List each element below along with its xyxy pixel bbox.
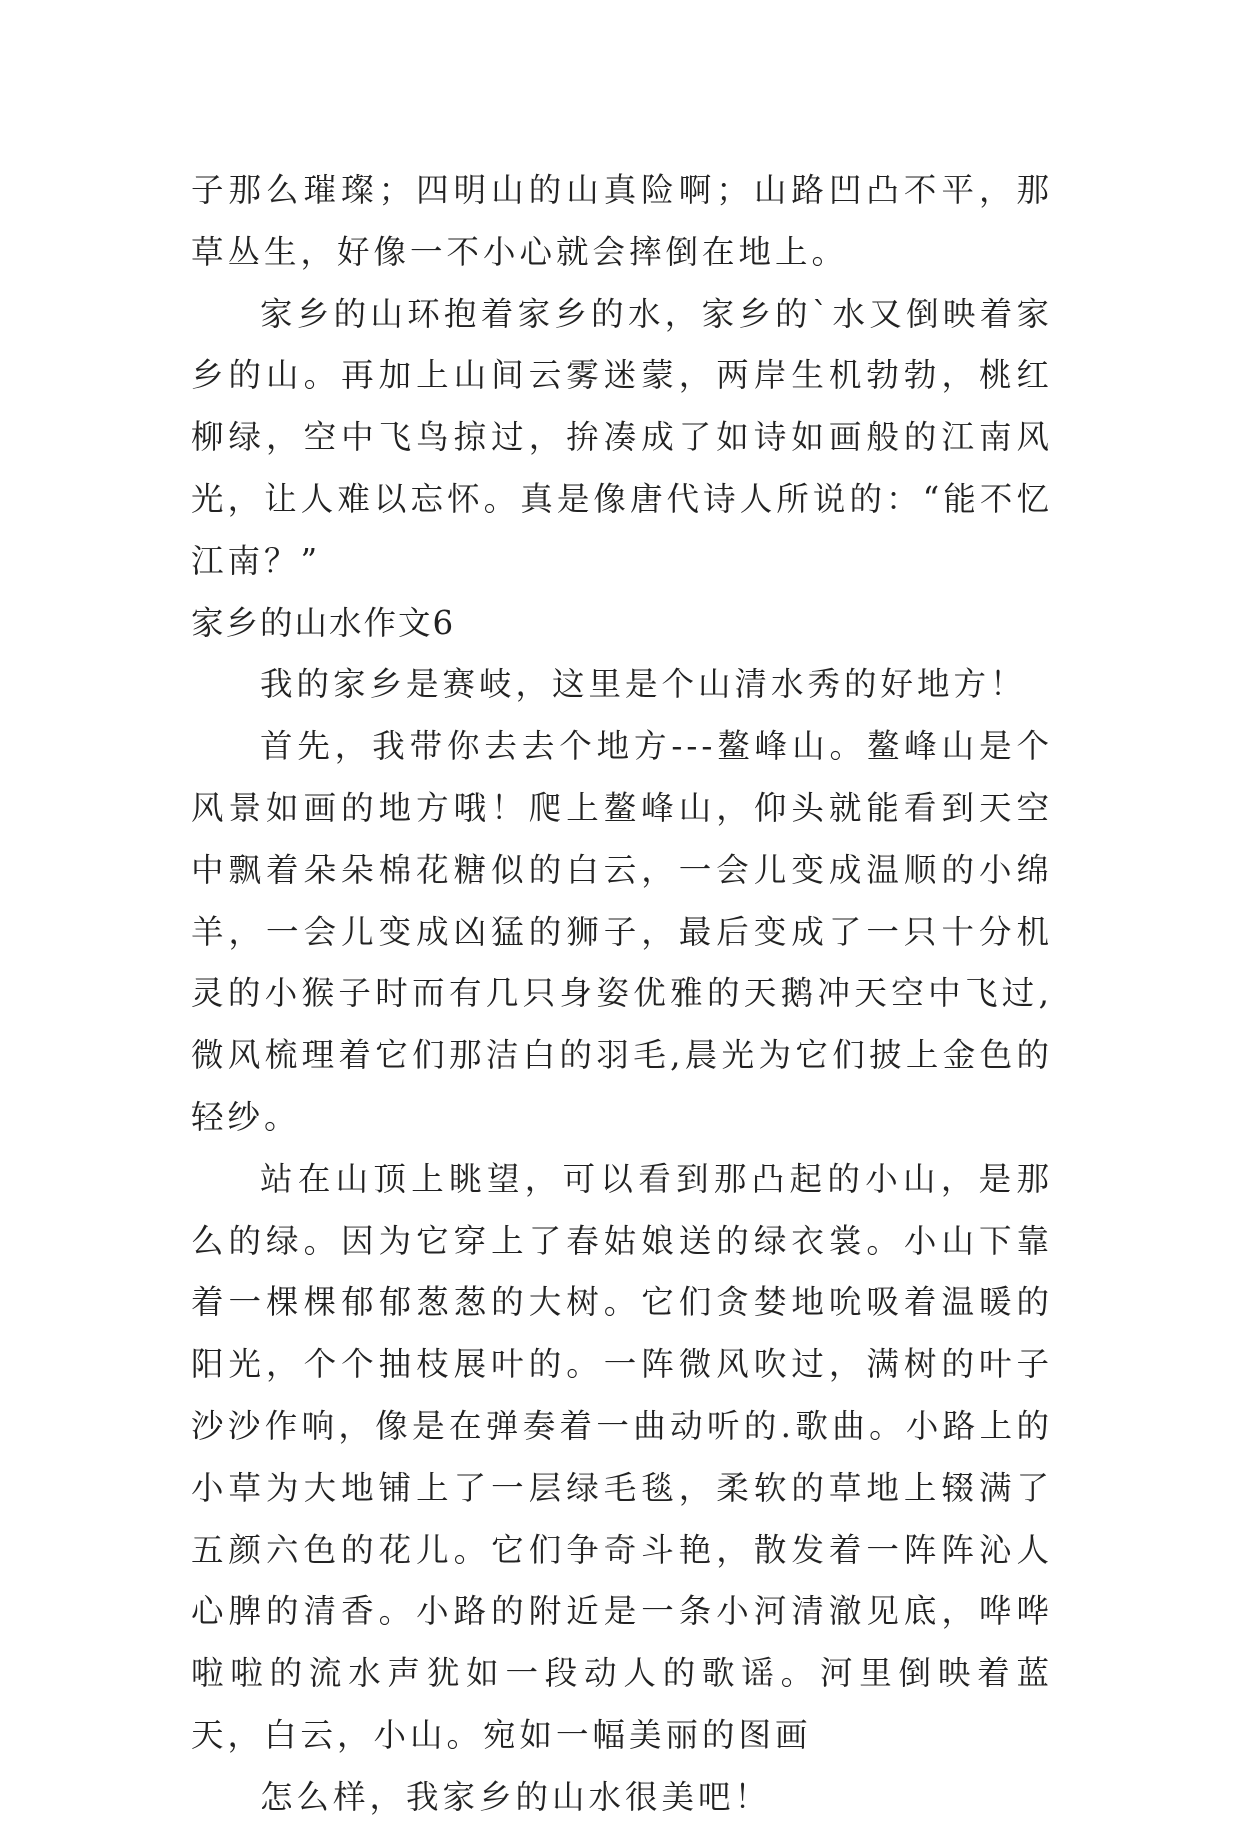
paragraph-continuation: 子那么璀璨；四明山的山真险啊；山路凹凸不平，那草丛生，好像一不小心就会摔倒在地上。 (191, 171, 1053, 271)
paragraph-hometown-mountains-water: 家乡的山环抱着家乡的水，家乡的`水又倒映着家乡的山。再加上山间云雾迷蒙，两岸生机勃勃，桃红柳绿，空中飞鸟掠过，拚凑成了如诗如画般的江南风光，让人难以忘怀。真是像唐代诗人所说的：“能不忆江南？” (191, 294, 1053, 580)
document-body (191, 160, 1053, 1829)
paragraph-closing: 怎么样，我家乡的山水很美吧！ (260, 1777, 772, 1816)
paragraph-intro: 我的家乡是赛岐，这里是个山清水秀的好地方！ (260, 665, 1027, 704)
paragraph-aofeng-mountain: 首先，我带你去去个地方---鳌峰山。鳌峰山是个风景如画的地方哦！爬上鳌峰山，仰头就能看到天空中飘着朵朵棉花糖似的白云，一会儿变成温顺的小绵羊，一会儿变成凶猛的狮子，最后变成了一只十分机灵的小猴子时而有几只身姿优雅的天鹅冲天空中飞过,微风梳理着它们那洁白的羽毛,晨光为它们披上金色的轻纱。 (191, 727, 1053, 1136)
section-heading: 家乡的山水作文6 (191, 603, 456, 642)
paragraph-mountain-top-view: 站在山顶上眺望，可以看到那凸起的小山，是那么的绿。因为它穿上了春姑娘送的绿衣裳。小山下靠着一棵棵郁郁葱葱的大树。它们贪婪地吮吸着温暖的阳光，个个抽枝展叶的。一阵微风吹过，满树的叶子沙沙作响，像是在弹奏着一曲动听的.歌曲。小路上的小草为大地铺上了一层绿毛毯，柔软的草地上辍满了五颜六色的花儿。它们争奇斗艳，散发着一阵阵沁人心脾的清香。小路的附近是一条小河清澈见底，哗哗啦啦的流水声犹如一段动人的歌谣。河里倒映着蓝天，白云，小山。宛如一幅美丽的图画 (191, 1159, 1053, 1754)
